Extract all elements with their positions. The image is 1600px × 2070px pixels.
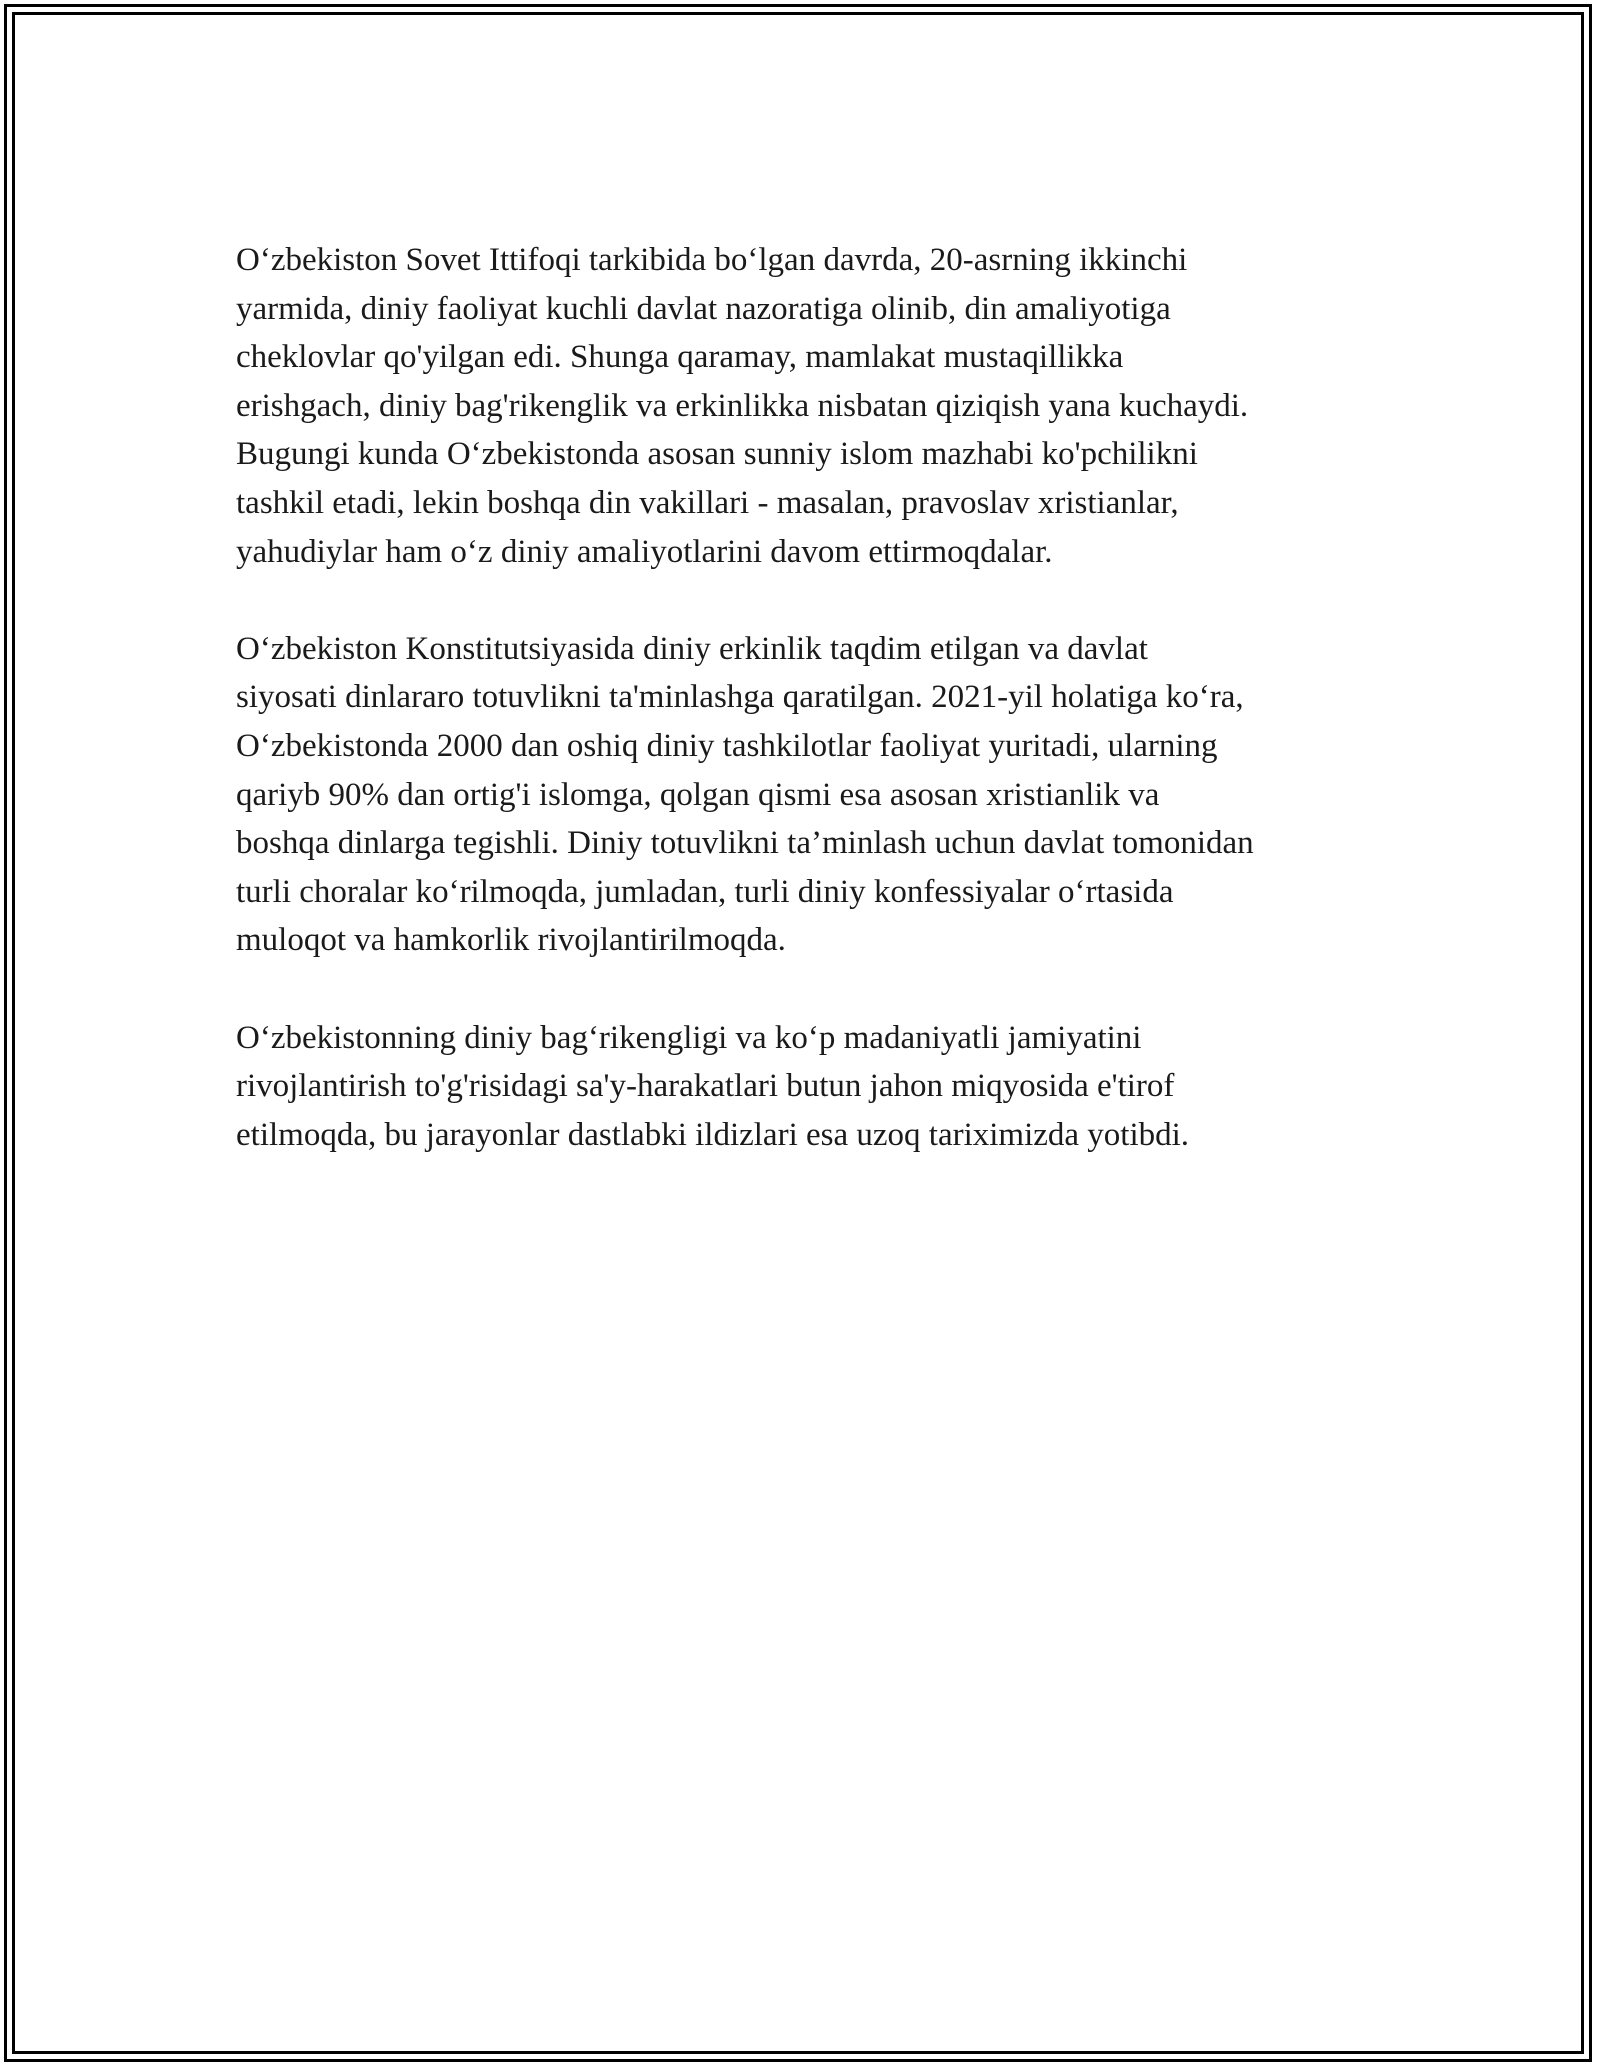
paragraph-1 (236, 236, 1386, 576)
text-line: qariyb 90% dan ortig'i islomga, qolgan qismi esa asosan xristianlik va (236, 776, 1160, 813)
text-line: erishgach, diniy bag'rikenglik va erkinlikka nisbatan qiziqish yana kuchaydi. (236, 387, 1249, 424)
text-line: turli choralar ko‘rilmoqda, jumladan, turli diniy konfessiyalar o‘rtasida (236, 873, 1174, 910)
text-line: tashkil etadi, lekin boshqa din vakillari - masalan, pravoslav xristianlar, (236, 484, 1179, 521)
text-line: etilmoqda, bu jarayonlar dastlabki ildizlari esa uzoq tariximizda yotibdi. (236, 1116, 1190, 1153)
text-line: Bugungi kunda O‘zbekistonda asosan sunniy islom mazhabi ko'pchilikni (236, 436, 1198, 473)
text-line: O‘zbekiston Sovet Ittifoqi tarkibida bo‘lgan davrda, 20-asrning ikkinchi (236, 242, 1188, 278)
text-line: O‘zbekistonda 2000 dan oshiq diniy tashkilotlar faoliyat yuritadi, ularning (236, 727, 1218, 764)
text-line: cheklovlar qo'yilgan edi. Shunga qaramay, mamlakat mustaqillikka (236, 339, 1124, 376)
paragraph-3 (236, 1014, 1386, 1160)
document-body (236, 236, 1386, 1208)
paragraph-2 (236, 625, 1386, 965)
text-line: muloqot va hamkorlik rivojlantirilmoqda. (236, 922, 786, 959)
text-line: O‘zbekistonning diniy bag‘rikengligi va ko‘p madaniyatli jamiyatini (236, 1019, 1142, 1056)
text-line: O‘zbekiston Konstitutsiyasida diniy erkinlik taqdim etilgan va davlat (236, 630, 1148, 667)
text-line: yahudiylar ham o‘z diniy amaliyotlarini davom ettirmoqdalar. (236, 533, 1053, 570)
text-line: yarmida, diniy faoliyat kuchli davlat nazoratiga olinib, din amaliyotiga (236, 290, 1171, 327)
text-line: siyosati dinlararo totuvlikni ta'minlashga qaratilgan. 2021-yil holatiga ko‘ra, (236, 679, 1244, 716)
text-line: rivojlantirish to'g'risidagi sa'y-harakatlari butun jahon miqyosida e'tirof (236, 1068, 1175, 1105)
text-line: boshqa dinlarga tegishli. Diniy totuvlikni ta’minlash uchun davlat tomonidan (236, 825, 1254, 862)
